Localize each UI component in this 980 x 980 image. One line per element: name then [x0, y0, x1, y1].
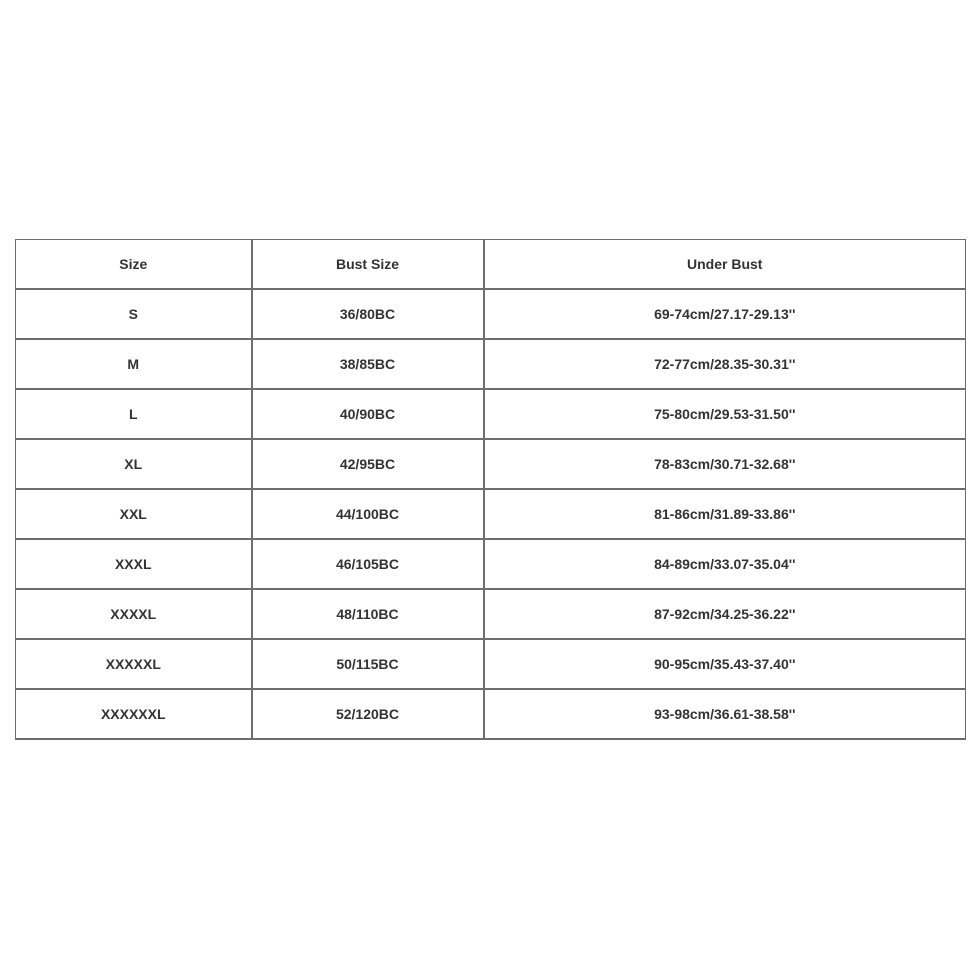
cell-bust-size: 52/120BC — [252, 689, 484, 739]
cell-size: XXXL — [16, 539, 252, 589]
cell-bust-size: 40/90BC — [252, 389, 484, 439]
cell-under-bust: 78-83cm/30.71-32.68'' — [484, 439, 966, 489]
cell-size: XXXXXXL — [16, 689, 252, 739]
cell-size: XXXXL — [16, 589, 252, 639]
table-row — [16, 339, 966, 389]
table-row — [16, 289, 966, 339]
table-header-row — [16, 240, 966, 290]
cell-size: XL — [16, 439, 252, 489]
table-row — [16, 539, 966, 589]
table-row — [16, 389, 966, 439]
cell-under-bust: 84-89cm/33.07-35.04'' — [484, 539, 966, 589]
cell-under-bust: 93-98cm/36.61-38.58'' — [484, 689, 966, 739]
cell-under-bust: 69-74cm/27.17-29.13'' — [484, 289, 966, 339]
cell-bust-size: 48/110BC — [252, 589, 484, 639]
cell-bust-size: 42/95BC — [252, 439, 484, 489]
size-chart-table — [15, 239, 966, 740]
cell-bust-size: 44/100BC — [252, 489, 484, 539]
cell-bust-size: 36/80BC — [252, 289, 484, 339]
cell-size: XXXXXL — [16, 639, 252, 689]
table-row — [16, 589, 966, 639]
header-bust-size: Bust Size — [252, 240, 484, 290]
table-row — [16, 489, 966, 539]
cell-bust-size: 46/105BC — [252, 539, 484, 589]
cell-under-bust: 72-77cm/28.35-30.31'' — [484, 339, 966, 389]
cell-under-bust: 81-86cm/31.89-33.86'' — [484, 489, 966, 539]
cell-size: S — [16, 289, 252, 339]
cell-bust-size: 50/115BC — [252, 639, 484, 689]
cell-under-bust: 87-92cm/34.25-36.22'' — [484, 589, 966, 639]
cell-size: M — [16, 339, 252, 389]
table-row — [16, 639, 966, 689]
cell-under-bust: 75-80cm/29.53-31.50'' — [484, 389, 966, 439]
table-row — [16, 439, 966, 489]
cell-size: L — [16, 389, 252, 439]
header-size: Size — [16, 240, 252, 290]
cell-size: XXL — [16, 489, 252, 539]
header-under-bust: Under Bust — [484, 240, 966, 290]
cell-under-bust: 90-95cm/35.43-37.40'' — [484, 639, 966, 689]
table-row — [16, 689, 966, 739]
cell-bust-size: 38/85BC — [252, 339, 484, 389]
